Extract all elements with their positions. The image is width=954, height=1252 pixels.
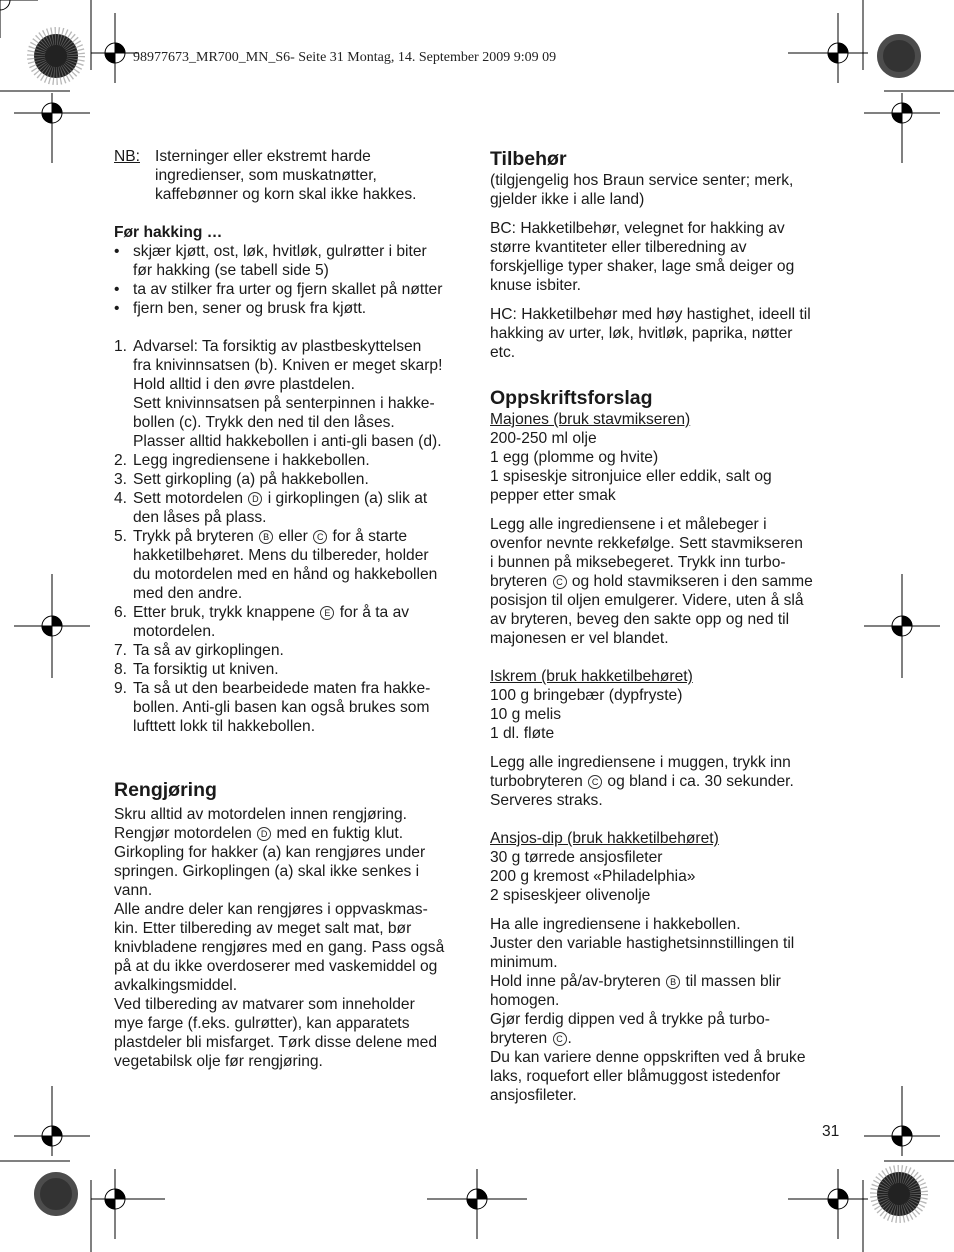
bullet-line: skjær kjøtt, ost, løk, hvitløk, gulrøtter i biter	[133, 243, 427, 260]
step-number: 4.	[114, 490, 128, 507]
cleaning-line: vann.	[114, 882, 153, 899]
step-number: 6.	[114, 604, 128, 621]
note-block	[114, 147, 474, 204]
step-number: 1.	[114, 338, 128, 355]
step-line: Legg ingrediensene i hakkebollen.	[133, 452, 370, 469]
step-item	[114, 660, 474, 679]
switch-b-symbol: B	[666, 975, 680, 989]
step-number: 5.	[114, 528, 128, 545]
icecream-line: Serveres straks.	[490, 792, 603, 809]
page-number: 31	[822, 1123, 840, 1140]
cleaning-line: plastdeler bli misfarget. Tørk disse delene med	[114, 1034, 437, 1051]
switch-c-symbol: C	[553, 575, 567, 589]
dip-title: Ansjos-dip (bruk hakketilbehøret)	[490, 830, 719, 847]
dip-line: Hold inne på/av-bryteren B til massen blir	[490, 973, 781, 990]
cleaning-line: Girkopling for hakker (a) kan rengjøres under	[114, 844, 426, 861]
step-item	[114, 641, 474, 660]
step-item	[114, 489, 474, 527]
mayo-line: av bryteren, beveg den sakte opp og ned til	[490, 611, 790, 628]
step-line: Plasser alltid hakkebollen i anti-gli basen (d).	[133, 433, 442, 450]
cleaning-line: springen. Girkoplingen (a) skal ikke senkes i	[114, 863, 420, 880]
note-line: kaffebønner og korn skal ikke hakkes.	[155, 186, 417, 203]
cleaning-line: mye farge (f.eks. gulrøtter), kan apparatets	[114, 1015, 410, 1032]
step-line: Hold alltid i den øvre plastdelen.	[133, 376, 355, 393]
step-item	[114, 470, 474, 489]
step-number: 2.	[114, 452, 128, 469]
switch-b-symbol: B	[259, 530, 273, 544]
step-number: 3.	[114, 471, 128, 488]
note-line: ingredienser, som muskatnøtter,	[155, 167, 377, 184]
step-line: med den andre.	[133, 585, 243, 602]
dip-line: Gjør ferdig dippen ved å trykke på turbo-	[490, 1011, 770, 1028]
step-item	[114, 337, 474, 451]
mayo-line: posisjon til oljen emulgerer. Videre, uten å slå	[490, 592, 804, 609]
step-line: Sett girkopling (a) på hakkebollen.	[133, 471, 369, 488]
step-line: Sett motordelen D i girkoplingen (a) slik at	[133, 490, 428, 507]
bc-line: forskjellige typer shaker, lage små deiger og	[490, 258, 795, 275]
step-line: Trykk på bryteren B eller C for å starte	[133, 528, 408, 545]
step-item	[114, 679, 474, 736]
cleaning-line: Skru alltid av motordelen innen rengjøring.	[114, 806, 407, 823]
icecream-ingredient: 100 g bringebær (dypfryste)	[490, 687, 683, 704]
mayo-ingredient: pepper etter smak	[490, 487, 616, 504]
step-line: du motordelen med en hånd og hakkebollen	[133, 566, 438, 583]
step-line: Ta så ut den bearbeidede maten fra hakke-	[133, 680, 431, 697]
step-line: motordelen.	[133, 623, 216, 640]
dip-line: Juster den variable hastighetsinnstillingen til	[490, 935, 795, 952]
switch-c-symbol: C	[588, 775, 602, 789]
icecream-ingredient: 10 g melis	[490, 706, 562, 723]
release-button-symbol: E	[320, 606, 334, 620]
cleaning-line: vegetabilsk olje før rengjøring.	[114, 1053, 323, 1070]
step-line: Sett knivinnsatsen på senterpinnen i hakke-	[133, 395, 435, 412]
step-line: Ta forsiktig ut kniven.	[133, 661, 279, 678]
cleaning-line: Alle andre deler kan rengjøres i oppvaskmas-	[114, 901, 428, 918]
before-chopping-title: Før hakking …	[114, 224, 223, 241]
dip-ingredient: 2 spiseskjeer olivenolje	[490, 887, 651, 904]
accessories-title: Tilbehør	[490, 148, 567, 170]
accessories-note: gjelder ikke i alle land)	[490, 191, 645, 208]
dip-ingredient: 200 g kremost «Philadelphia»	[490, 868, 696, 885]
mayo-line: Legg alle ingrediensene i et målebeger i	[490, 516, 767, 533]
step-number: 9.	[114, 680, 128, 697]
bullet-line: fjern ben, sener og brusk fra kjøtt.	[133, 300, 367, 317]
cleaning-line: Rengjør motordelen D med en fuktig klut.	[114, 825, 404, 842]
cleaning-line: avkalkingsmiddel.	[114, 977, 238, 994]
mayo-line: bryteren C og hold stavmikseren i den samme	[490, 573, 813, 590]
dip-line: bryteren C .	[490, 1030, 572, 1047]
right-column	[490, 147, 846, 1105]
bc-line: BC: Hakketilbehør, velegnet for hakking av	[490, 220, 785, 237]
switch-c-symbol: C	[553, 1032, 567, 1046]
dip-line: laks, roquefort eller blåmuggost istedenfor	[490, 1068, 781, 1085]
mayo-line: i bunnen på miksebegeret. Trykk inn turbo-	[490, 554, 786, 571]
mayo-title: Majones (bruk stavmikseren)	[490, 411, 691, 428]
step-line: bollen (c). Trykk den ned til den låses.	[133, 414, 395, 431]
step-line: bollen. Anti-gli basen kan også brukes som	[133, 699, 430, 716]
note-line: Isterninger eller ekstremt harde	[155, 148, 371, 165]
cleaning-title: Rengjøring	[114, 779, 217, 801]
icecream-line: Legg alle ingrediensene i muggen, trykk inn	[490, 754, 791, 771]
note-text	[155, 147, 416, 204]
motor-unit-symbol: D	[248, 492, 262, 506]
hc-line: hakking av urter, løk, hvitløk, paprika, nøtter	[490, 325, 793, 342]
step-number: 7.	[114, 642, 128, 659]
left-column	[114, 147, 474, 1071]
cleaning-line: Ved tilbereding av matvarer som inneholder	[114, 996, 415, 1013]
bullet-item: • ta av stilker fra urter og fjern skallet på nøtter	[114, 281, 443, 298]
cleaning-line: på at du ikke overdoserer med vaskemiddel og	[114, 958, 438, 975]
mayo-ingredient: 1 egg (plomme og hvite)	[490, 449, 659, 466]
icecream-title: Iskrem (bruk hakketilbehøret)	[490, 668, 693, 685]
icecream-ingredient: 1 dl. fløte	[490, 725, 555, 742]
recipes-title: Oppskriftsforslag	[490, 387, 653, 409]
motor-unit-symbol: D	[257, 827, 271, 841]
bullet-item: • fjern ben, sener og brusk fra kjøtt.	[114, 300, 367, 317]
step-line: Ta så av girkoplingen.	[133, 642, 284, 659]
step-line: den låses på plass.	[133, 509, 267, 526]
step-item	[114, 527, 474, 603]
dip-line: Du kan variere denne oppskriften ved å bruke	[490, 1049, 806, 1066]
step-line: Advarsel: Ta forsiktig av plastbeskyttelsen	[133, 338, 422, 355]
step-line: Etter bruk, trykk knappene E for å ta av	[133, 604, 410, 621]
mayo-line: ovenfor nevnte rekkefølge. Sett stavmikseren	[490, 535, 803, 552]
note-label: NB:	[114, 148, 140, 165]
bullet-line: ta av stilker fra urter og fjern skallet på nøtter	[133, 281, 443, 298]
dip-line: ansjosfileter.	[490, 1087, 577, 1104]
dip-line: homogen.	[490, 992, 560, 1009]
dip-line: Ha alle ingrediensene i hakkebollen.	[490, 916, 741, 933]
bc-line: større kvantiteter eller tilberedning av	[490, 239, 747, 256]
mayo-line: majonesen er vel blandet.	[490, 630, 669, 647]
bullet-item: • skjær kjøtt, ost, løk, hvitløk, gulrøtter i biter før hakking (se tabell side 5)	[114, 243, 427, 279]
mayo-ingredient: 200-250 ml olje	[490, 430, 597, 447]
mayo-ingredient: 1 spiseskje sitronjuice eller eddik, salt og	[490, 468, 772, 485]
bullet-line: før hakking (se tabell side 5)	[133, 262, 329, 279]
print-header: 98977673_MR700_MN_S6- Seite 31 Montag, 14. September 2009 9:09 09	[133, 50, 557, 65]
cleaning-line: kin. Etter tilbereding av meget salt mat, bør	[114, 920, 412, 937]
accessories-note: (tilgjengelig hos Braun service senter; merk,	[490, 172, 794, 189]
cleaning-line: knivbladene rengjøres med en gang. Pass også	[114, 939, 445, 956]
step-number: 8.	[114, 661, 128, 678]
step-line: hakketilbehøret. Mens du tilbereder, holder	[133, 547, 429, 564]
dip-line: minimum.	[490, 954, 558, 971]
hc-line: etc.	[490, 344, 516, 361]
step-item	[114, 603, 474, 641]
bc-line: knuse isbiter.	[490, 277, 582, 294]
dip-ingredient: 30 g tørrede ansjosfileter	[490, 849, 663, 866]
step-line: fra knivinnsatsen (b). Kniven er meget skarp!	[133, 357, 443, 374]
step-line: lufttett lokk til hakkebollen.	[133, 718, 316, 735]
icecream-line: turbobryteren C og bland i ca. 30 sekunder.	[490, 773, 794, 790]
switch-c-symbol: C	[313, 530, 327, 544]
step-item	[114, 451, 474, 470]
hc-line: HC: Hakketilbehør med høy hastighet, ideell til	[490, 306, 811, 323]
